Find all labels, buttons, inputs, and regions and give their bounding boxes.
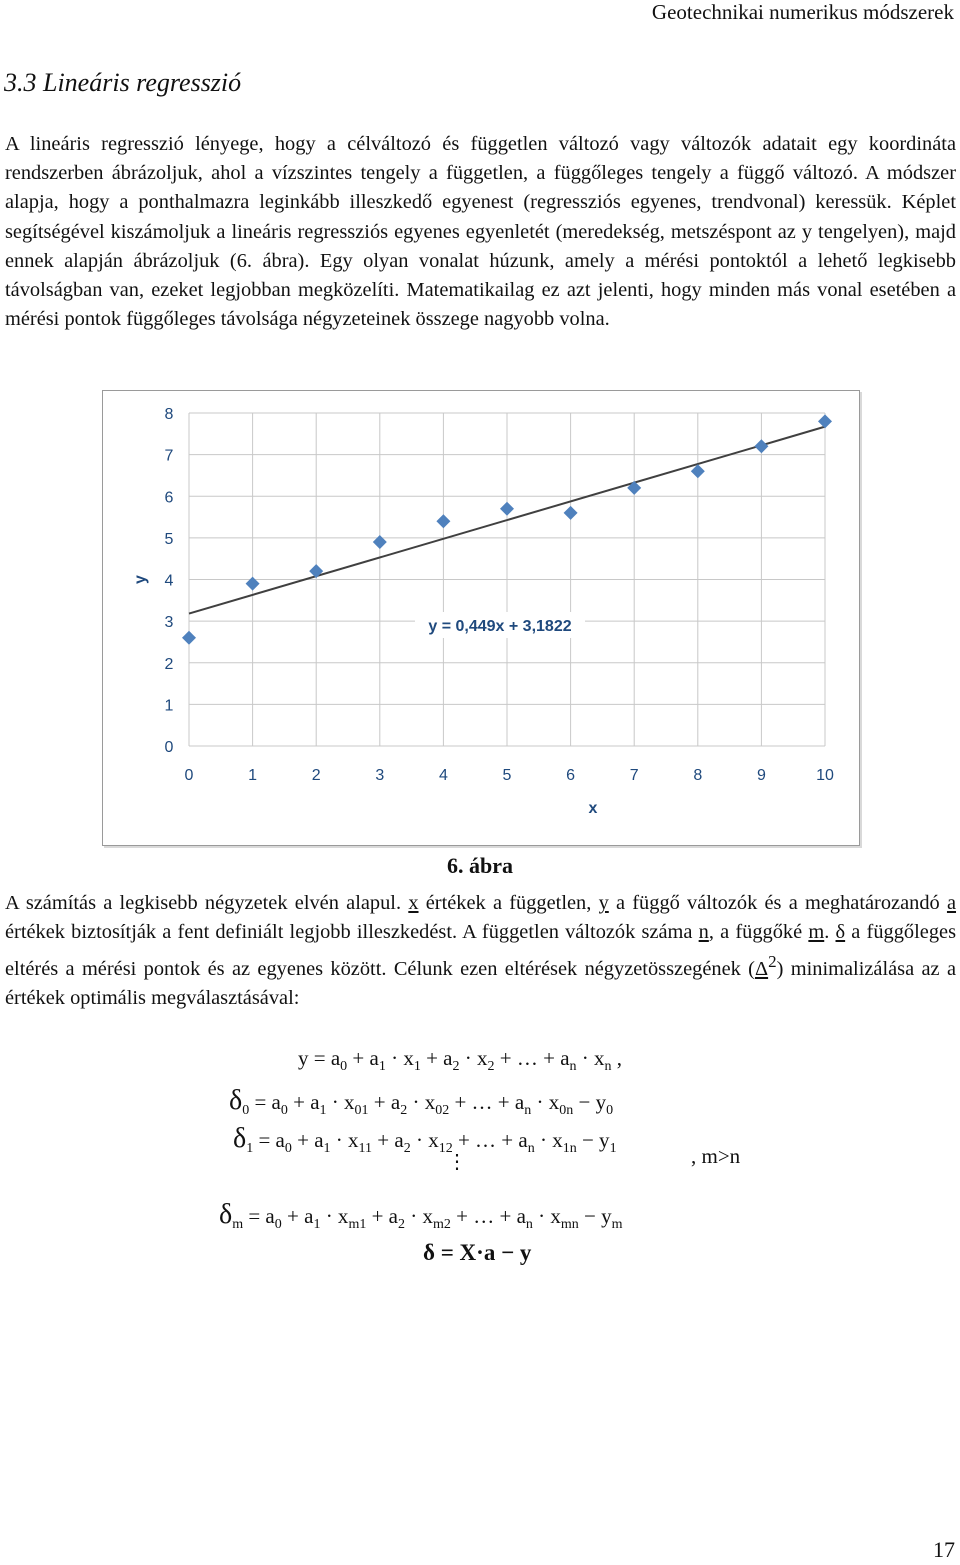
page-number: 17 <box>933 1537 955 1562</box>
square-exponent: 2 <box>768 952 777 972</box>
data-point <box>754 439 768 453</box>
data-point <box>564 506 578 520</box>
delta1-equation: $\delta_1 = a_0 + a_1 \cdot x_{11} + a_2 \cdot x_{12}$ + … + $a_n \cdot x_{1n} - y_1$ <box>233 1123 617 1157</box>
model-equation: $y = a_0 + a_1 \cdot x_1 + a_2 \cdot x_2$ + … + $a_n \cdot x_n$ , <box>298 1046 623 1075</box>
trendline-equation-label: y = 0,449x + 3,1822 <box>428 618 572 635</box>
m-variable: m <box>808 921 825 944</box>
data-point <box>373 535 387 549</box>
text-segment: , a függőké <box>708 921 809 944</box>
n-variable: n <box>698 921 709 944</box>
x-variable: x <box>408 892 419 914</box>
regression-chart-svg <box>103 391 859 845</box>
y-tick-label: 7 <box>164 447 174 465</box>
text-segment: értékek biztosítják a fent definiált legjobb illeszkedést. A független változók száma <box>5 921 699 944</box>
x-tick-label: 5 <box>502 767 512 784</box>
x-tick-label: 3 <box>375 767 385 784</box>
text-segment: a függőleges eltérés a mérési pontok és az egyenes között. Célunk ezen eltérések négyzetösszegének ( <box>5 921 957 981</box>
figure-caption: 6. ábra <box>447 853 513 878</box>
data-point <box>436 514 450 528</box>
condition-label: , m>n <box>691 1144 741 1168</box>
y-tick-label: 6 <box>164 489 174 507</box>
running-header: Geotechnikai numerikus módszerek <box>651 0 954 24</box>
x-axis-title: x <box>588 800 598 817</box>
matrix-equation: δ = X·a − y <box>423 1240 532 1265</box>
y-tick-label: 3 <box>164 614 174 632</box>
vertical-ellipsis: ⋮ <box>447 1151 467 1173</box>
section-title: 3.3 Lineáris regresszió <box>4 68 242 97</box>
data-point <box>182 631 196 645</box>
a-variable: a <box>946 892 957 914</box>
x-tick-label: 1 <box>248 767 258 784</box>
y-tick-label: 5 <box>164 530 174 548</box>
text-segment: értékek a független, <box>418 892 599 914</box>
method-paragraph <box>5 889 956 1014</box>
data-point <box>309 564 323 578</box>
intro-paragraph: A lineáris regresszió lényege, hogy a célváltozó és független változó vagy változók adatait egy koordináta rendszerben ábrázoljuk, ahol a vízszintes tengely a független, a függőleges tengely a függő változó. A módszer alapja, hogy a ponthalmazra leginkább illeszkedő egyenest (regressziós egyenes, trendvonal) keressük. Képlet segítségével kiszámoljuk a lineáris regressziós egyenes egyenletét (meredekség, metszéspont az y tengelyen), majd ennek alapján ábrázoljuk (6. ábra). Egy olyan vonalat húzunk, amely a mérési pontoktól a lehető legkisebb távolságban van, ezeket legjobban megközelíti. Matematikailag ez azt jelenti, hogy minden más vonal esetében a mérési pontok függőleges távolsága négyzeteinek összege nagyobb volna. <box>5 133 956 331</box>
y-tick-label: 2 <box>164 655 174 673</box>
text-segment: a függő változók és a meghatározandó <box>608 892 947 914</box>
x-tick-label: 6 <box>566 767 576 784</box>
deltam-equation: $\delta_m = a_0 + a_1 \cdot x_{m1} + a_2 \cdot x_{m2}$ + … + $a_n \cdot x_{mn} - y_m$ <box>219 1199 623 1233</box>
y-variable: y <box>598 892 609 914</box>
capital-delta-symbol: Δ <box>754 958 769 981</box>
text-segment: ) minimalizálása az a értékek optimális megválasztásával: <box>5 958 956 1010</box>
data-point <box>246 577 260 591</box>
x-tick-label: 7 <box>629 767 639 784</box>
x-tick-label: 8 <box>693 767 703 784</box>
delta-symbol: δ <box>835 921 846 944</box>
x-tick-label: 2 <box>311 767 321 784</box>
delta0-equation: $\delta_0 = a_0 + a_1 \cdot x_{01} + a_2 \cdot x_{02}$ + … + $a_n \cdot x_{0n} - y_0$ <box>229 1085 614 1119</box>
text-segment: . <box>824 921 836 944</box>
x-tick-label: 10 <box>816 767 834 784</box>
y-tick-label: 4 <box>164 572 174 590</box>
y-tick-label: 0 <box>164 739 174 756</box>
x-tick-label: 0 <box>184 767 194 784</box>
x-tick-label: 4 <box>438 767 448 784</box>
data-point <box>500 502 514 516</box>
data-point <box>818 414 832 428</box>
y-axis-title: y <box>132 575 149 584</box>
regression-chart <box>102 390 860 846</box>
x-tick-label: 9 <box>756 767 766 784</box>
y-tick-label: 1 <box>164 697 174 715</box>
text-segment: A számítás a legkisebb négyzetek elvén alapul. <box>5 892 409 914</box>
y-tick-label: 8 <box>164 406 174 423</box>
data-point <box>627 481 641 495</box>
